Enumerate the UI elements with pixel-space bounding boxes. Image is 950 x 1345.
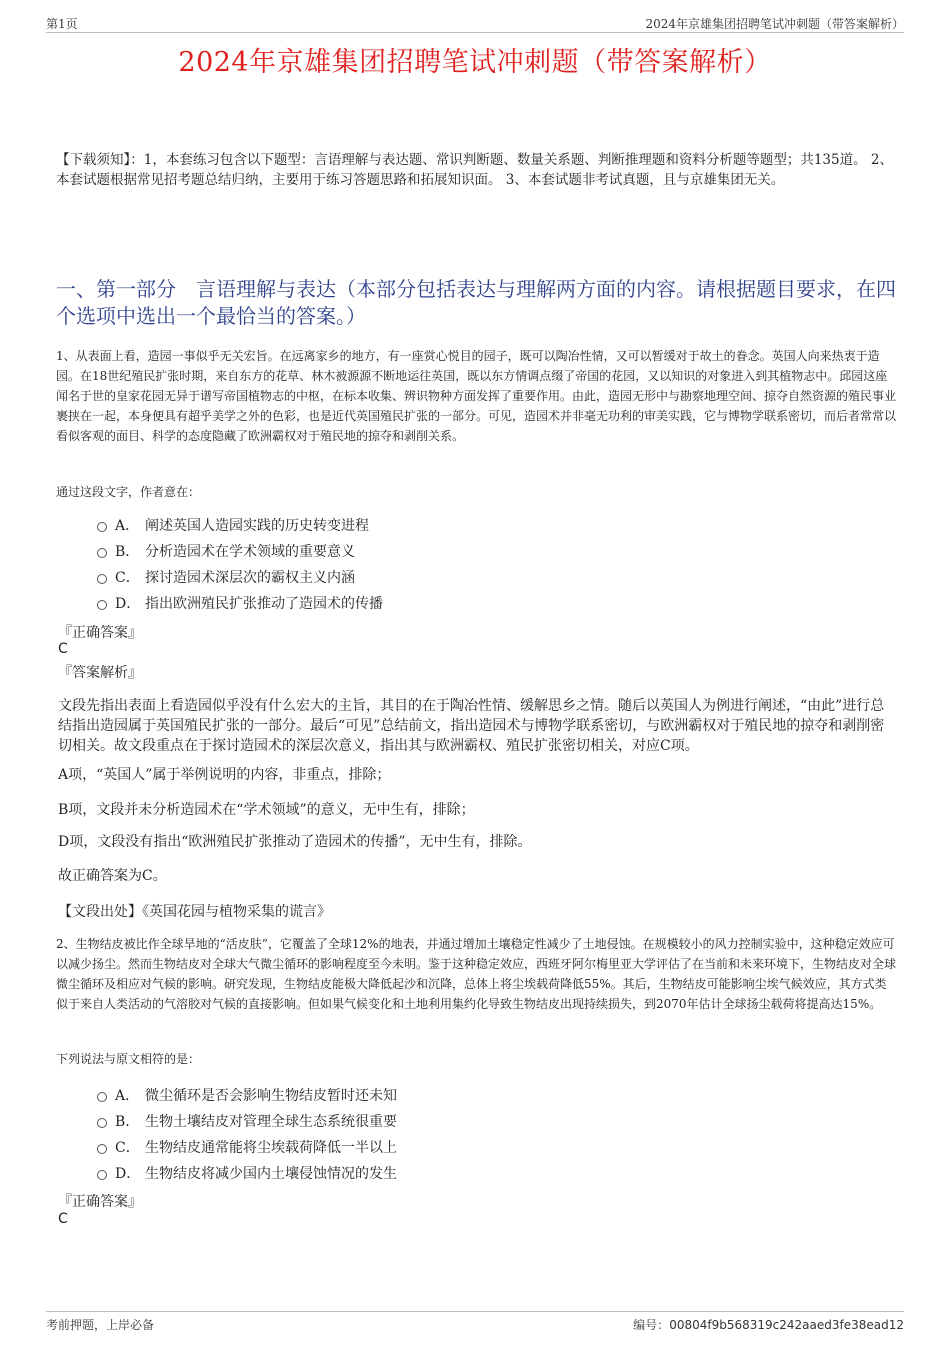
q1-analysis-b: B项，文段并未分析造园术在“学术领域”的意义，无中生有，排除； [58, 802, 475, 818]
radio-icon[interactable] [97, 574, 107, 584]
radio-icon[interactable] [97, 600, 107, 610]
q1-analysis-a: A项，“英国人”属于举例说明的内容，非重点，排除； [58, 767, 391, 783]
q2-option-c[interactable]: C． 生物结皮通常能将尘埃载荷降低一半以上 [97, 1137, 397, 1157]
q2-passage: 2、生物结皮被比作全球旱地的“活皮肤”，它覆盖了全球12%的地表，并通过增加土壤稳定性减少了土地侵蚀。在规模较小的风力控制实验中，这种稳定效应可以减少扬尘。然而生物结皮对全球大气微尘循环的影响程度至今未明。鉴于这种稳定效应，西班牙阿尔梅里亚大学评估了在当前和未来环境下，生物结皮对全球微尘循环及相应对气候的影响。研究发现，生物结皮能极大降低起沙和沉降，总体上将尘埃载荷降低55%。其后，生物结皮可能影响尘埃气候效应，其方式类似于来自人类活动的气溶胶对气候的直接影响。但如果气候变化和土地利用集约化导致生物结皮出现持续损失，到2070年估计全球扬尘载荷将提高达15%。 [56, 937, 897, 1011]
radio-icon[interactable] [97, 548, 107, 558]
header-doc-title: 2024年京雄集团招聘笔试冲刺题（带答案解析） [645, 17, 904, 31]
q1-analysis-conclusion: 故正确答案为C。 [58, 868, 167, 884]
footer-code: 编号：00804f9b568319c242aaed3fe38ead12 [633, 1318, 904, 1332]
radio-icon[interactable] [97, 522, 107, 532]
q1-option-c[interactable]: C． 探讨造园术深层次的霸权主义内涵 [97, 567, 355, 587]
q1-option-b[interactable]: B． 分析造园术在学术领域的重要意义 [97, 541, 355, 561]
q2-option-d[interactable]: D． 生物结皮将减少国内土壤侵蚀情况的发生 [97, 1163, 397, 1183]
q1-option-a[interactable]: A． 阐述英国人造园实践的历史转变进程 [97, 515, 369, 535]
q2-option-a[interactable]: A． 微尘循环是否会影响生物结皮暂时还未知 [97, 1085, 397, 1105]
download-notice: 【下载须知】：1，本套练习包含以下题型：言语理解与表达题、常识判断题、数量关系题、判断推理题和资料分析题等题型；共135道。 2、本套试题根据常见招考题总结归纳，主要用于练习答题思路和拓展知识面。 3、本套试题非考试真题，且与京雄集团无关。 [56, 152, 893, 188]
q1-answer: C [58, 641, 68, 657]
section-title: 一、第一部分 言语理解与表达（本部分包括表达与理解两方面的内容。请根据题目要求，在四个选项中选出一个最恰当的答案。） [56, 277, 896, 328]
q1-analysis-label: 『答案解析』 [58, 665, 142, 681]
radio-icon[interactable] [97, 1144, 107, 1154]
q2-option-b[interactable]: B． 生物土壤结皮对管理全球生态系统很重要 [97, 1111, 397, 1131]
q1-analysis-main: 文段先指出表面上看造园似乎没有什么宏大的主旨，其目的在于陶冶性情、缓解思乡之情。随后以英国人为例进行阐述，“由此”进行总结指出造园属于英国殖民扩张的一部分。最后“可见”总结前文，指出造园术与博物学联系密切，与欧洲霸权对于殖民地的掠夺和剥削密切相关。故文段重点在于探讨造园术的深层次意义，指出其与欧洲霸权、殖民扩张密切相关，对应C项。 [58, 698, 885, 754]
radio-icon[interactable] [97, 1118, 107, 1128]
q1-source: 【文段出处】《英国花园与植物采集的谎言》 [58, 904, 331, 920]
q1-answer-label: 『正确答案』 [58, 625, 142, 641]
q1-option-d[interactable]: D． 指出欧洲殖民扩张推动了造园术的传播 [97, 593, 383, 613]
q1-question: 通过这段文字，作者意在： [56, 485, 201, 499]
q1-passage: 1、从表面上看，造园一事似乎无关宏旨。在远离家乡的地方，有一座赏心悦目的园子，既可以陶冶性情，又可以暂缓对于故土的眷念。英国人向来热衷于造园。在18世纪殖民扩张时期，来自东方的花草、林木被源源不断地运往英国，既以东方情调点缀了帝国的花园，又以知识的对象进入到其植物志中。邱园这座闻名于世的皇家花园无异于谱写帝国植物志的中枢，在标本收集、辨识物种方面发挥了重要作用。由此，造园无形中与勘察地理空间、掠夺自然资源的殖民事业裹挟在一起，本身便具有超乎美学之外的色彩，也是近代英国殖民扩张的一部分。可见，造园术并非毫无功利的审美实践，它与博物学联系密切，而后者常常以看似客观的面目、科学的态度隐藏了欧洲霸权对于殖民地的掠夺和剥削关系。 [56, 349, 897, 443]
q2-question: 下列说法与原文相符的是： [56, 1052, 201, 1066]
page-title: 2024年京雄集团招聘笔试冲刺题（带答案解析） [178, 47, 772, 78]
q2-answer-label: 『正确答案』 [58, 1194, 142, 1210]
q1-analysis-d: D项，文段没有指出“欧洲殖民扩张推动了造园术的传播”，无中生有，排除。 [58, 834, 532, 850]
q2-answer: C [58, 1211, 68, 1227]
page-footer [46, 1311, 904, 1336]
page-header [46, 12, 904, 33]
page-number: 第1页 [46, 17, 78, 31]
radio-icon[interactable] [97, 1092, 107, 1102]
radio-icon[interactable] [97, 1170, 107, 1180]
footer-slogan: 考前押题，上岸必备 [46, 1318, 155, 1332]
